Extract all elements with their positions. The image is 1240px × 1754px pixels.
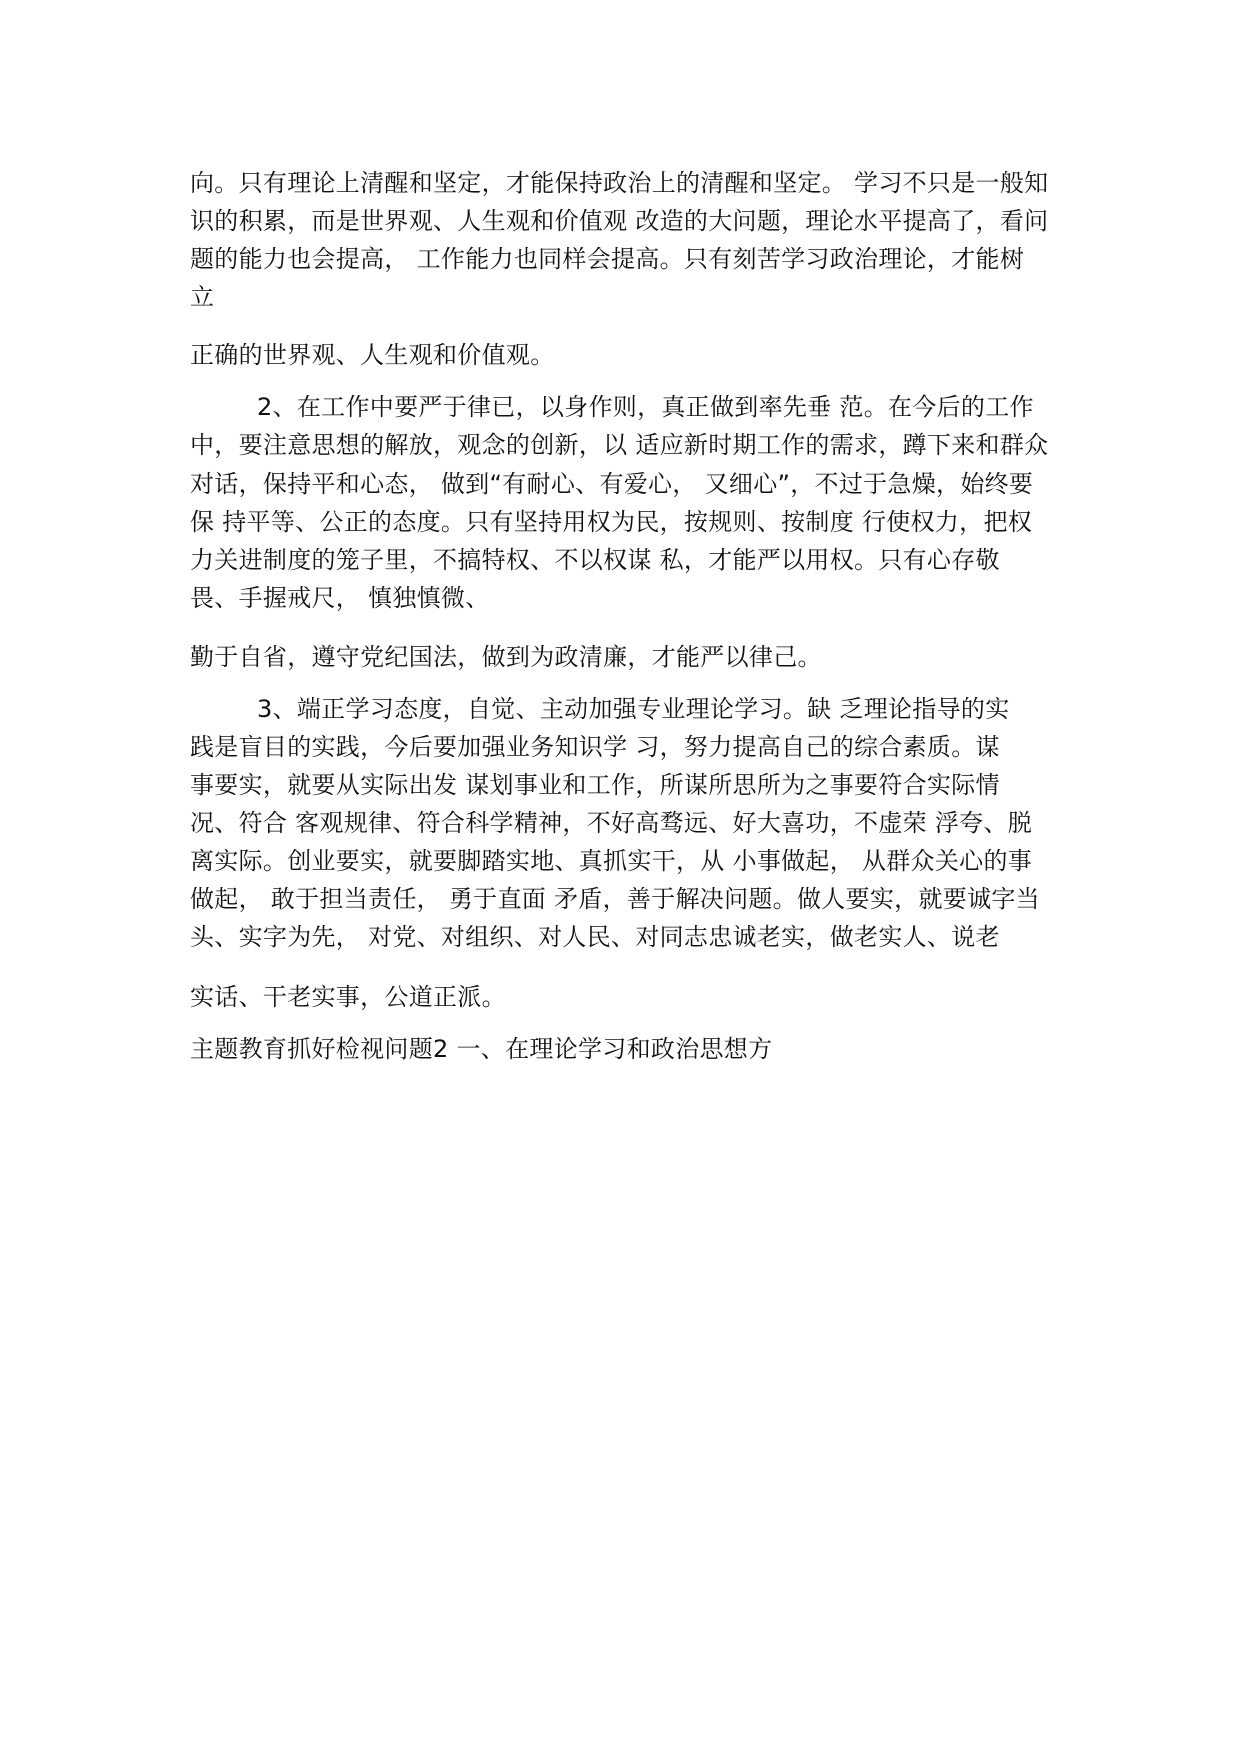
paragraph-line: 离实际。创业要实，就要脚踏实地、真抓实干，从 小事做起， 从群众关心的事 xyxy=(190,847,1033,875)
paragraph-line: 勤于自省，遵守党纪国法，做到为政清廉，才能严以律己。 xyxy=(190,643,822,671)
paragraph-line: 保 持平等、公正的态度。只有坚持用权为民，按规则、按制度 行使权力，把权 xyxy=(190,508,1033,536)
paragraph-line: 2、在工作中要严于律已，以身作则，真正做到率先垂 范。在今后的工作 xyxy=(257,393,1034,421)
paragraph-line: 践是盲目的实践，今后要加强业务知识学 习，努力提高自己的综合素质。谋 xyxy=(190,733,1000,761)
paragraph-line: 向。只有理论上清醒和坚定，才能保持政治上的清醒和坚定。 学习不只是一般知 xyxy=(190,169,1049,197)
paragraph-line: 题的能力也会提高， 工作能力也同样会提高。只有刻苦学习政治理论，才能树 xyxy=(190,245,1025,273)
paragraph-line: 正确的世界观、人生观和价值观。 xyxy=(190,341,555,369)
paragraph-line: 况、符合 客观规律、符合科学精神，不好高骛远、好大喜功，不虚荣 浮夸、脱 xyxy=(190,809,1033,837)
paragraph-line: 对话，保持平和心态， 做到“有耐心、有爱心， 又细心”，不过于急燥，始终要 xyxy=(190,470,1034,498)
paragraph-line: 立 xyxy=(190,283,215,311)
paragraph-line: 3、端正学习态度，自觉、主动加强专业理论学习。缺 乏理论指导的实 xyxy=(257,695,1010,723)
paragraph-line: 中，要注意思想的解放，观念的创新，以 适应新时期工作的需求，蹲下来和群众 xyxy=(190,431,1049,459)
paragraph-line: 实话、干老实事，公道正派。 xyxy=(190,983,506,1011)
paragraph-line: 事要实，就要从实际出发 谋划事业和工作，所谋所思所为之事要符合实际情 xyxy=(190,771,1000,799)
paragraph-line: 畏、手握戒尺， 慎独慎微、 xyxy=(190,584,490,612)
paragraph-line: 识的积累，而是世界观、人生观和价值观 改造的大问题，理论水平提高了，看问 xyxy=(190,207,1049,235)
section-heading: 主题教育抓好检视问题2 一、在理论学习和政治思想方 xyxy=(190,1035,773,1063)
paragraph-line: 做起， 敢于担当责任， 勇于直面 矛盾，善于解决问题。做人要实，就要诚字当 xyxy=(190,885,1040,913)
paragraph-line: 头、实字为先， 对党、对组织、对人民、对同志忠诚老实，做老实人、说老 xyxy=(190,923,1000,951)
paragraph-line: 力关进制度的笼子里，不搞特权、不以权谋 私，才能严以用权。只有心存敬 xyxy=(190,546,1000,574)
